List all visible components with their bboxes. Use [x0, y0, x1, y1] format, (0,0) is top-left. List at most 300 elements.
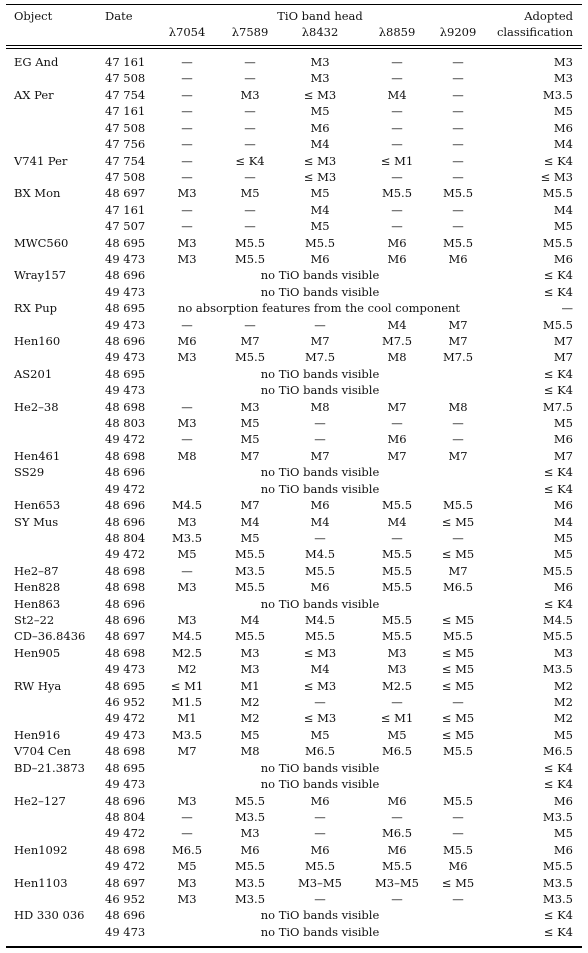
object-name: RX Pup	[14, 301, 58, 316]
adopted-cell: M6	[553, 842, 573, 857]
header-adopted: Adopted	[524, 9, 573, 23]
tio-cell: M5.5	[381, 612, 413, 627]
object-name: Hen461	[14, 448, 61, 463]
tio-cell: —	[314, 891, 326, 906]
tio-cell: M3–M5	[375, 875, 419, 890]
date-cell: 48 695	[105, 678, 146, 693]
tio-cell: M5	[240, 432, 260, 447]
object-name: SY Mus	[14, 514, 59, 529]
date-cell: 48 695	[105, 366, 146, 381]
tio-cell: —	[452, 120, 464, 135]
tio-cell: —	[181, 120, 193, 135]
adopted-cell: ≤ K4	[543, 908, 573, 923]
object-name: AS201	[14, 366, 53, 381]
date-cell: 47 508	[105, 169, 146, 184]
tio-cell: —	[244, 104, 256, 119]
adopted-cell: ≤ K4	[543, 481, 573, 496]
date-cell: 47 756	[105, 137, 146, 152]
tio-cell: ≤ M3	[303, 645, 337, 660]
bottom-rule	[6, 946, 582, 948]
tio-cell: —	[391, 891, 403, 906]
tio-cell: M3.5	[171, 530, 203, 545]
object-name: V704 Cen	[14, 744, 71, 759]
header-lambda-8859: λ8859	[378, 25, 416, 39]
tio-cell: M3.5	[234, 809, 266, 824]
object-name: St2–22	[14, 612, 55, 627]
tio-cell: M3	[177, 875, 197, 890]
date-cell: 49 472	[105, 481, 146, 496]
no-bands-note: no TiO bands visible	[260, 465, 380, 480]
tio-cell: —	[391, 169, 403, 184]
tio-cell: M5.5	[234, 580, 266, 595]
tio-cell: M6	[387, 235, 407, 250]
adopted-cell: M3.5	[542, 875, 573, 890]
adopted-cell: ≤ K4	[543, 924, 573, 939]
date-cell: 49 473	[105, 350, 146, 365]
adopted-cell: ≤ K4	[543, 777, 573, 791]
tio-cell: —	[452, 530, 464, 545]
date-cell: 48 804	[105, 809, 146, 824]
adopted-cell: M3.5	[542, 87, 573, 102]
date-cell: 49 473	[105, 777, 146, 791]
object-name: Hen916	[14, 727, 61, 742]
tio-cell: —	[181, 153, 193, 168]
tio-cell: M2	[240, 711, 260, 726]
tio-cell: M5.5	[381, 547, 413, 562]
no-bands-note: no TiO bands visible	[260, 284, 380, 299]
tio-cell: M4	[310, 202, 330, 217]
tio-cell: M7	[310, 448, 330, 463]
date-cell: 48 697	[105, 875, 146, 890]
tio-cell: ≤ M5	[441, 547, 475, 562]
tio-cell: M7	[177, 744, 197, 759]
tio-cell: M6	[387, 842, 407, 857]
tio-cell: —	[391, 71, 403, 86]
tio-cell: M3.5	[234, 891, 266, 906]
adopted-cell: M5.5	[542, 235, 573, 250]
tio-cell: M6	[387, 432, 407, 447]
tio-cell: M2.5	[381, 678, 413, 693]
date-cell: 49 472	[105, 859, 146, 874]
tio-cell: ≤ M5	[441, 514, 475, 529]
object-name: AX Per	[14, 87, 54, 102]
adopted-cell: M6	[553, 498, 573, 513]
tio-cell: M8	[448, 399, 468, 414]
adopted-cell: M4.5	[542, 612, 573, 627]
tio-cell: —	[391, 104, 403, 119]
tio-cell: —	[452, 202, 464, 217]
tio-cell: M6	[448, 859, 468, 874]
date-cell: 48 697	[105, 186, 146, 201]
tio-cell: M5	[177, 547, 197, 562]
adopted-cell: ≤ K4	[543, 268, 573, 283]
tio-cell: —	[452, 87, 464, 102]
tio-cell: ≤ M5	[441, 727, 475, 742]
tio-cell: —	[244, 137, 256, 152]
adopted-cell: M7	[553, 350, 573, 365]
tio-cell: M3	[177, 235, 197, 250]
adopted-cell: M5	[553, 416, 573, 430]
object-name: Hen863	[14, 596, 61, 611]
tio-cell: ≤ M5	[441, 662, 475, 677]
object-name: Wray157	[14, 268, 67, 283]
tio-cell: ≤ M1	[170, 678, 204, 693]
no-bands-note: no TiO bands visible	[260, 383, 380, 398]
tio-cell: —	[181, 71, 193, 86]
tio-cell: —	[181, 87, 193, 102]
tio-cell: —	[452, 104, 464, 119]
date-cell: 48 698	[105, 744, 146, 759]
adopted-cell: M3.5	[542, 809, 573, 824]
no-bands-note: no TiO bands visible	[260, 596, 380, 611]
tio-cell: M7	[448, 317, 468, 332]
tio-cell: ≤ M5	[441, 875, 475, 890]
tio-cell: M5.5	[442, 186, 474, 201]
tio-cell: ≤ M5	[441, 612, 475, 627]
tio-cell: —	[452, 169, 464, 184]
tio-cell: —	[314, 826, 326, 841]
tio-cell: M4.5	[304, 612, 336, 627]
date-cell: 49 472	[105, 547, 146, 562]
date-cell: 48 698	[105, 842, 146, 857]
tio-cell: M4	[387, 514, 407, 529]
tio-cell: —	[244, 120, 256, 135]
tio-cell: —	[244, 219, 256, 234]
tio-cell: M6	[310, 120, 330, 135]
date-cell: 49 472	[105, 432, 146, 447]
tio-cell: M5	[240, 530, 260, 545]
header-tio-band-head: TiO band head	[277, 9, 363, 23]
no-bands-note: no TiO bands visible	[260, 268, 380, 283]
object-name: MWC560	[14, 235, 69, 250]
no-bands-note: no TiO bands visible	[260, 924, 380, 939]
tio-cell: —	[181, 809, 193, 824]
tio-cell: M2.5	[171, 645, 203, 660]
tio-cell: —	[452, 153, 464, 168]
adopted-cell: M7.5	[542, 399, 573, 414]
tio-cell: —	[391, 695, 403, 709]
adopted-cell: ≤ K4	[543, 596, 573, 611]
date-cell: 48 698	[105, 645, 146, 660]
date-cell: 47 508	[105, 71, 146, 86]
tio-cell: M3	[177, 793, 197, 808]
no-bands-note: no TiO bands visible	[260, 777, 380, 791]
tio-cell: M4	[310, 514, 330, 529]
tio-cell: M5.5	[442, 744, 474, 759]
date-cell: 48 696	[105, 793, 146, 808]
tio-cell: —	[181, 104, 193, 119]
date-cell: 48 696	[105, 465, 146, 480]
tio-cell: —	[244, 55, 256, 69]
date-cell: 48 804	[105, 530, 146, 545]
tio-cell: M5.5	[234, 350, 266, 365]
adopted-cell: —	[561, 301, 573, 316]
tio-cell: M5	[240, 186, 260, 201]
header-date: Date	[105, 9, 133, 23]
tio-cell: M3	[177, 891, 197, 906]
tio-cell: M3	[240, 826, 260, 841]
date-cell: 48 696	[105, 514, 146, 529]
tio-cell: M3	[177, 580, 197, 595]
adopted-cell: M3.5	[542, 662, 573, 677]
tio-cell: M8	[240, 744, 260, 759]
adopted-cell: ≤ M3	[540, 169, 573, 184]
tio-cell: M3	[177, 612, 197, 627]
tio-cell: M3	[240, 662, 260, 677]
tio-cell: M1	[240, 678, 260, 693]
adopted-cell: M5	[553, 547, 573, 562]
tio-cell: M4	[240, 612, 260, 627]
tio-cell: M5.5	[381, 580, 413, 595]
tio-cell: ≤ M3	[303, 169, 337, 184]
date-cell: 46 952	[105, 891, 146, 906]
adopted-cell: M5	[553, 104, 573, 119]
tio-cell: —	[452, 416, 464, 430]
tio-cell: —	[181, 432, 193, 447]
tio-cell: ≤ K4	[235, 153, 265, 168]
tio-cell: —	[181, 399, 193, 414]
date-cell: 47 161	[105, 104, 146, 119]
tio-cell: ≤ M1	[380, 711, 414, 726]
tio-cell: M5.5	[234, 629, 266, 644]
adopted-cell: M5.5	[542, 317, 573, 332]
date-cell: 48 696	[105, 268, 146, 283]
tio-cell: M3	[387, 662, 407, 677]
date-cell: 48 695	[105, 760, 146, 775]
tio-cell: —	[391, 137, 403, 152]
tio-cell: M5.5	[381, 186, 413, 201]
adopted-cell: M5.5	[542, 186, 573, 201]
tio-cell: —	[181, 563, 193, 578]
date-cell: 48 697	[105, 629, 146, 644]
header-classification: classification	[496, 25, 573, 39]
tio-cell: ≤ M5	[441, 678, 475, 693]
tio-cell: —	[244, 169, 256, 184]
tio-cell: M7.5	[442, 350, 474, 365]
tio-cell: M4.5	[171, 498, 203, 513]
date-cell: 49 473	[105, 284, 146, 299]
tio-cell: M7	[240, 498, 260, 513]
adopted-cell: M2	[553, 711, 573, 726]
adopted-cell: M7	[553, 448, 573, 463]
tio-cell: M5.5	[442, 498, 474, 513]
date-cell: 47 161	[105, 202, 146, 217]
adopted-cell: M5.5	[542, 629, 573, 644]
tio-cell: M7	[240, 334, 260, 348]
tio-cell: M5	[310, 219, 330, 234]
tio-cell: M3.5	[234, 875, 266, 890]
object-name: Hen905	[14, 645, 61, 660]
adopted-cell: M6	[553, 120, 573, 135]
object-name: BD–21.3873	[14, 760, 85, 775]
tio-cell: M8	[177, 448, 197, 463]
tio-cell: M5.5	[381, 859, 413, 874]
date-cell: 49 473	[105, 317, 146, 332]
tio-cell: M5.5	[442, 629, 474, 644]
adopted-cell: ≤ K4	[543, 760, 573, 775]
tio-cell: M6	[448, 251, 468, 266]
tio-cell: —	[244, 202, 256, 217]
date-cell: 47 508	[105, 120, 146, 135]
tio-cell: M6	[310, 842, 330, 857]
adopted-cell: M2	[553, 695, 573, 709]
tio-cell: M3	[240, 645, 260, 660]
object-name: RW Hya	[14, 678, 62, 693]
tio-cell: ≤ M3	[303, 678, 337, 693]
tio-cell: M5	[240, 727, 260, 742]
tio-cell: M5	[177, 859, 197, 874]
tio-cell: —	[391, 809, 403, 824]
tio-cell: ≤ M5	[441, 645, 475, 660]
adopted-cell: M5	[553, 826, 573, 841]
tio-cell: M7.5	[381, 334, 413, 348]
tio-cell: M5	[310, 104, 330, 119]
object-name: EG And	[14, 55, 59, 69]
tio-cell: ≤ M1	[380, 153, 414, 168]
tio-cell: —	[452, 826, 464, 841]
tio-cell: —	[314, 530, 326, 545]
tio-cell: M5	[240, 416, 260, 430]
object-name: Hen653	[14, 498, 61, 513]
object-name: HD 330 036	[14, 908, 85, 923]
tio-cell: M5.5	[381, 563, 413, 578]
tio-cell: M7	[448, 448, 468, 463]
tio-cell: —	[391, 530, 403, 545]
adopted-cell: M6	[553, 580, 573, 595]
tio-cell: —	[181, 55, 193, 69]
tio-cell: —	[181, 137, 193, 152]
date-cell: 47 507	[105, 219, 146, 234]
date-cell: 48 698	[105, 563, 146, 578]
date-cell: 48 696	[105, 908, 146, 923]
tio-cell: M5.5	[304, 859, 336, 874]
tio-cell: —	[452, 809, 464, 824]
tio-cell: M2	[177, 662, 197, 677]
object-name: V741 Per	[14, 153, 68, 168]
adopted-cell: M3	[553, 645, 573, 660]
tio-cell: M5.5	[442, 793, 474, 808]
tio-cell: M6.5	[304, 744, 336, 759]
tio-cell: M5.5	[234, 793, 266, 808]
date-cell: 48 696	[105, 612, 146, 627]
tio-cell: —	[314, 416, 326, 430]
tio-cell: M4	[387, 87, 407, 102]
tio-cell: M5.5	[304, 563, 336, 578]
adopted-cell: M4	[553, 202, 573, 217]
tio-cell: M7	[387, 399, 407, 414]
tio-cell: M5.5	[381, 629, 413, 644]
tio-cell: M6	[310, 498, 330, 513]
tio-cell: —	[452, 137, 464, 152]
tio-cell: —	[181, 219, 193, 234]
tio-cell: M7	[240, 448, 260, 463]
tio-cell: M8	[387, 350, 407, 365]
tio-cell: —	[452, 71, 464, 86]
tio-cell: —	[452, 432, 464, 447]
tio-cell: —	[244, 317, 256, 332]
adopted-cell: ≤ K4	[543, 153, 573, 168]
tio-cell: M7	[310, 334, 330, 348]
tio-cell: M3	[310, 71, 330, 86]
object-name: He2–38	[14, 399, 59, 414]
header-object: Object	[14, 9, 53, 23]
tio-cell: —	[391, 55, 403, 69]
header-lambda-7054: λ7054	[168, 25, 206, 39]
tio-cell: M3	[177, 350, 197, 365]
adopted-cell: M7	[553, 334, 573, 348]
date-cell: 49 473	[105, 383, 146, 398]
tio-cell: M6	[387, 793, 407, 808]
adopted-cell: M2	[553, 678, 573, 693]
object-name: BX Mon	[14, 186, 61, 201]
tio-cell: M5	[310, 186, 330, 201]
tio-cell: —	[391, 120, 403, 135]
adopted-cell: M6	[553, 432, 573, 447]
date-cell: 46 952	[105, 695, 146, 709]
date-cell: 49 473	[105, 251, 146, 266]
tio-cell: M4.5	[171, 629, 203, 644]
tio-cell: M6	[310, 580, 330, 595]
tio-cell: —	[391, 202, 403, 217]
adopted-cell: M6	[553, 793, 573, 808]
header-lambda-8432: λ8432	[301, 25, 339, 39]
adopted-cell: ≤ K4	[543, 383, 573, 398]
date-cell: 48 698	[105, 580, 146, 595]
tio-cell: M4	[310, 137, 330, 152]
date-cell: 47 161	[105, 55, 146, 69]
date-cell: 48 696	[105, 334, 146, 348]
tio-cell: M1.5	[171, 695, 203, 709]
tio-cell: —	[314, 317, 326, 332]
tio-cell: M6.5	[171, 842, 203, 857]
adopted-cell: M4	[553, 514, 573, 529]
tio-cell: —	[391, 416, 403, 430]
object-name: Hen1103	[14, 875, 68, 890]
tio-cell: M5.5	[234, 859, 266, 874]
tio-cell: M7	[448, 334, 468, 348]
tio-cell: —	[391, 219, 403, 234]
tio-cell: M1	[177, 711, 197, 726]
date-cell: 48 695	[105, 301, 146, 316]
no-bands-note: no TiO bands visible	[260, 760, 380, 775]
tio-cell: M6.5	[381, 826, 413, 841]
tio-cell: M5.5	[304, 629, 336, 644]
tio-cell: M3–M5	[298, 875, 342, 890]
tio-cell: M6	[310, 251, 330, 266]
no-bands-note: no TiO bands visible	[260, 481, 380, 496]
tio-cell: ≤ M3	[303, 153, 337, 168]
tio-cell: M5.5	[381, 498, 413, 513]
adopted-cell: M5.5	[542, 563, 573, 578]
tio-cell: M3.5	[234, 563, 266, 578]
tio-cell: M6.5	[442, 580, 474, 595]
adopted-cell: M5	[553, 530, 573, 545]
tio-cell: M5	[310, 727, 330, 742]
tio-cell: M3	[177, 186, 197, 201]
tio-cell: ≤ M5	[441, 711, 475, 726]
tio-cell: M7	[448, 563, 468, 578]
tio-cell: M6	[387, 251, 407, 266]
tio-cell: —	[452, 55, 464, 69]
adopted-cell: ≤ K4	[543, 465, 573, 480]
date-cell: 48 696	[105, 498, 146, 513]
date-cell: 48 803	[105, 416, 146, 430]
header-lambda-9209: λ9209	[439, 25, 477, 39]
tio-cell: M3	[177, 251, 197, 266]
date-cell: 47 754	[105, 153, 146, 168]
date-cell: 49 472	[105, 826, 146, 841]
object-name: He2–127	[14, 793, 66, 808]
